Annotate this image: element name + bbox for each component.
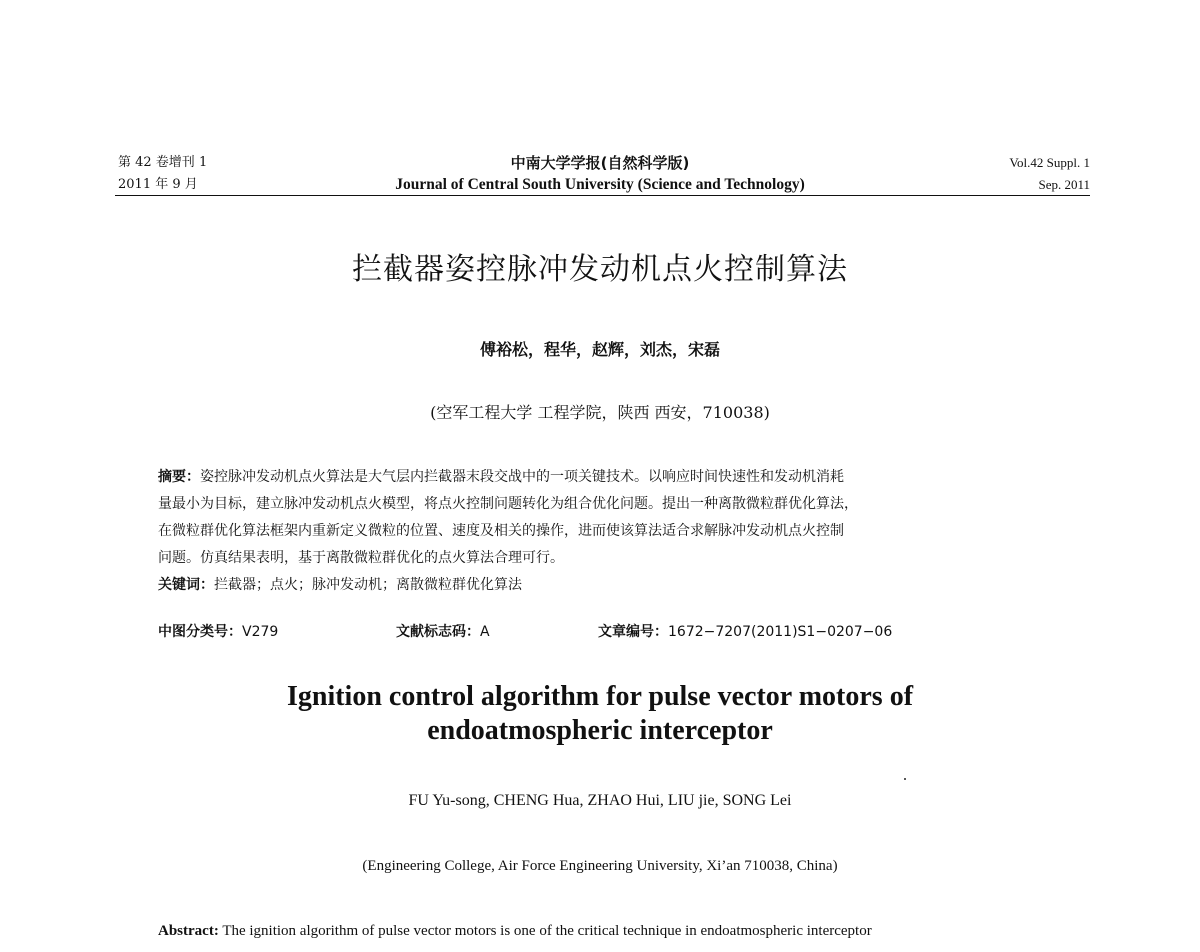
- abstract-en-label: Abstract:: [158, 923, 219, 939]
- article-number: [598, 622, 892, 642]
- doc-code-value: A: [480, 624, 490, 640]
- abstract-cn-line: [158, 464, 1048, 491]
- affiliation-cn: (空军工程大学 工程学院，陕西 西安，710038): [430, 403, 770, 422]
- abstract-cn-text: 姿控脉冲发动机点火算法是大气层内拦截器末段交战中的一项关键技术。以响应时间快速性和发动机消耗: [200, 469, 844, 485]
- keywords-cn: [158, 572, 1048, 599]
- abstract-cn-line: 在微粒群优化算法框架内重新定义微粒的位置、速度及相关的操作，进而使该算法适合求解脉冲发动机点火控制: [158, 523, 844, 539]
- volume-issue: 第 42 卷增刊 1: [118, 155, 208, 170]
- paper-title-en-line2: endoatmospheric interceptor: [427, 715, 773, 746]
- abstract-cn-line: 量最小为目标，建立脉冲发动机点火模型，将点火控制问题转化为组合优化问题。提出一种离散微粒群优化算法，: [158, 496, 858, 512]
- article-no-label: 文章编号：: [598, 624, 668, 640]
- publication-date-cn: 2011 年 9 月: [118, 177, 198, 192]
- journal-volume-info-en: [1009, 152, 1090, 196]
- clc-label: 中图分类号：: [158, 624, 242, 640]
- paper-title-cn: 拦截器姿控脉冲发动机点火控制算法: [352, 252, 848, 287]
- abstract-en-text: The ignition algorithm of pulse vector motors is one of the critical technique in endoatmospheric interceptor: [222, 923, 872, 939]
- classification-row: [158, 622, 1058, 642]
- abstract-cn-line: 问题。仿真结果表明，基于离散微粒群优化的点火算法合理可行。: [158, 550, 564, 566]
- clc-number: [158, 622, 278, 642]
- authors-en: FU Yu-song, CHENG Hua, ZHAO Hui, LIU jie, SONG Lei: [408, 792, 792, 809]
- stray-dot: [904, 778, 906, 780]
- volume-suppl: Vol.42 Suppl. 1: [1009, 155, 1090, 170]
- abstract-cn: [158, 464, 1048, 599]
- clc-value: V279: [242, 624, 279, 640]
- article-no-value: 1672−7207(2011)S1−0207−06: [668, 624, 893, 640]
- paper-title-en-line1: Ignition control algorithm for pulse vector motors of: [286, 681, 914, 712]
- document-code: [396, 622, 490, 642]
- abstract-cn-label: 摘要：: [158, 469, 200, 485]
- publication-date-en: Sep. 2011: [1038, 177, 1090, 192]
- header-rule: [115, 195, 1090, 196]
- journal-name-cn: 中南大学学报(自然科学版): [510, 154, 690, 172]
- doc-code-label: 文献标志码：: [396, 624, 480, 640]
- keywords-cn-label: 关键词：: [158, 577, 214, 593]
- affiliation-en: (Engineering College, Air Force Engineering University, Xi’an 710038, China): [362, 858, 838, 874]
- journal-name-en: Journal of Central South University (Science and Technology): [395, 176, 805, 193]
- keywords-cn-text: 拦截器；点火；脉冲发动机；离散微粒群优化算法: [214, 577, 522, 593]
- abstract-en: [158, 923, 872, 940]
- authors-cn: 傅裕松，程华，赵辉，刘杰，宋磊: [479, 340, 720, 359]
- paper-title-en: [0, 680, 1200, 748]
